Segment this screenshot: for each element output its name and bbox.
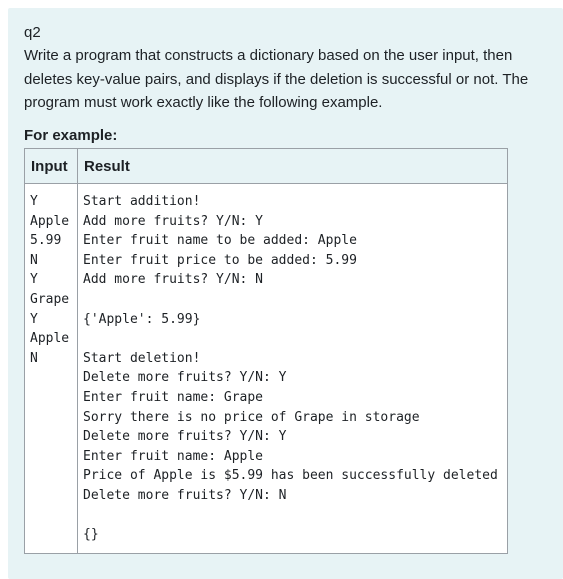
example-table-row (25, 184, 508, 554)
question-description: Write a program that constructs a dictionary based on the user input, then deletes key-value pairs, and displays if the deletion is successful or not. The program must work exactly like the following example. (24, 47, 529, 111)
question-number: q2 (24, 24, 41, 41)
question-panel (8, 8, 563, 579)
result-column-header: Result (78, 149, 508, 184)
for-example-heading: For example: (24, 126, 118, 144)
input-column-header: Input (25, 149, 78, 184)
input-cell (25, 184, 78, 554)
example-table-header-row (25, 149, 508, 184)
result-text: Start addition! Add more fruits? Y/N: Y Enter fruit name to be added: Apple Enter fruit price to be added: 5.99 Add more fruits? Y/N: N {'Apple': 5.99} Start deletion! Delete more fruits? Y/N: Y Enter fruit name: Grape Sorry there is no price of Grape in storage Delete more fruits? Y/N: Y Enter fruit name: Apple Price of Apple is $5.99 has been successfully deleted Delete more fruits? Y/N: N {} (83, 194, 498, 543)
result-cell (78, 184, 508, 554)
example-table (24, 148, 508, 554)
input-text: Y Apple 5.99 N Y Grape Y Apple N (30, 194, 70, 366)
